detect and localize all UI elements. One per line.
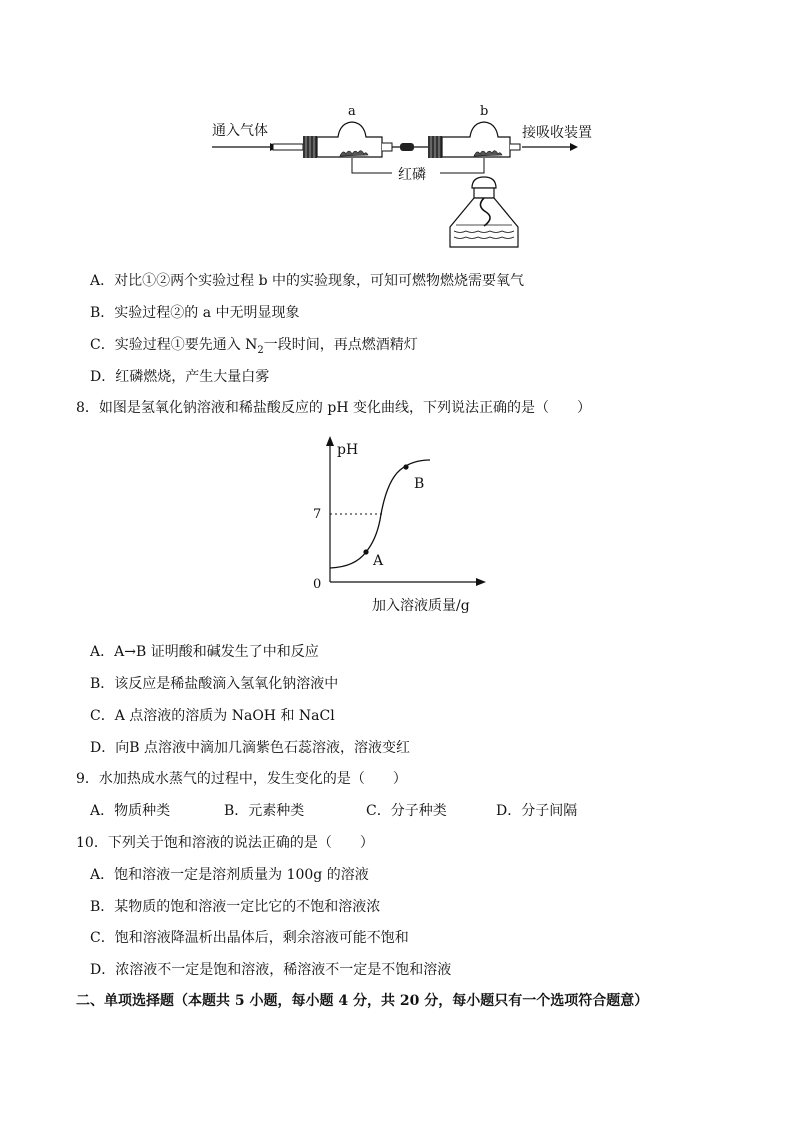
q7-option-b-letter: B． <box>90 305 115 321</box>
ph-chart <box>300 432 500 617</box>
q8-option-a-letter: A． <box>90 644 115 660</box>
q8-option-d-letter: D． <box>90 740 116 756</box>
point-a-marker <box>363 549 368 554</box>
q8-stem: 8．如图是氢氧化钠溶液和稀盐酸反应的 pH 变化曲线，下列说法正确的是（ ） <box>76 400 591 416</box>
tube-b-label: b <box>480 104 489 119</box>
q10-option-b-letter: B． <box>90 899 115 915</box>
x-axis-label: 加入溶液质量/g <box>372 598 470 614</box>
q9-option-c[interactable]: C．分子种类 <box>366 803 447 819</box>
q7-option-b-text: 实验过程②的 a 中无明显现象 <box>114 305 300 321</box>
q7-option-a-letter: A． <box>90 273 115 289</box>
q10-option-a-letter: A． <box>90 867 115 883</box>
y-tick-7: 7 <box>313 507 322 522</box>
q10-stem: 10．下列关于饱和溶液的说法正确的是（ ） <box>76 835 374 851</box>
q7-option-c-text-after: 一段时间，再点燃酒精灯 <box>263 337 418 353</box>
q7-option-c-text: 实验过程①要先通入 N <box>114 337 258 353</box>
q9-option-d[interactable]: D．分子间隔 <box>496 803 578 819</box>
tube-b <box>442 122 520 157</box>
q9-option-b[interactable]: B．元素种类 <box>224 803 305 819</box>
tube-a-label: a <box>348 104 356 119</box>
q10-option-d-text: 浓溶液不一定是饱和溶液，稀溶液不一定是不饱和溶液 <box>115 962 452 978</box>
q8-option-c-text: A 点溶液的溶质为 NaOH 和 NaCl <box>114 708 335 724</box>
q10-option-a-text: 饱和溶液一定是溶剂质量为 100g 的溶液 <box>114 867 369 883</box>
q10-option-d-letter: D． <box>90 962 116 978</box>
section-2-heading: 二、单项选择题（本题共 5 小题，每小题 4 分，共 20 分，每小题只有一个选项符合题意） <box>76 993 649 1009</box>
alcohol-lamp <box>450 177 518 247</box>
q8-option-b-letter: B． <box>90 676 115 692</box>
point-a-label: A <box>373 553 384 569</box>
y-axis-label: pH <box>337 442 359 458</box>
q7-option-d-text: 红磷燃烧，产生大量白雾 <box>115 369 270 385</box>
q10-option-b[interactable] <box>90 898 380 916</box>
q7-option-a[interactable] <box>90 272 524 290</box>
inlet-label: 通入气体 <box>212 123 268 139</box>
q10-option-c-letter: C． <box>90 930 115 946</box>
point-b-label: B <box>414 476 425 492</box>
q8-option-d[interactable] <box>90 739 410 757</box>
q7-option-c[interactable] <box>90 336 418 360</box>
red-phosphorus-label: 红磷 <box>398 167 426 183</box>
q8-option-a-text: A→B 证明酸和碱发生了中和反应 <box>114 644 319 660</box>
outlet-label: 接吸收装置 <box>522 125 592 141</box>
q7-option-d[interactable] <box>90 368 269 386</box>
apparatus-diagram <box>200 95 620 260</box>
q10-option-c-text: 饱和溶液降温析出晶体后，剩余溶液可能不饱和 <box>114 930 409 946</box>
q10-option-a[interactable] <box>90 866 369 884</box>
q9-stem: 9．水加热成水蒸气的过程中，发生变化的是（ ） <box>76 771 407 787</box>
q7-option-a-text: 对比①②两个实验过程 b 中的实验现象，可知可燃物燃烧需要氧气 <box>114 273 524 289</box>
q7-option-b[interactable] <box>90 304 300 322</box>
q8-option-a[interactable] <box>90 643 319 661</box>
q8-option-c-letter: C． <box>90 708 115 724</box>
q10-option-b-text: 某物质的饱和溶液一定比它的不饱和溶液浓 <box>114 899 381 915</box>
q7-option-d-letter: D． <box>90 369 116 385</box>
q7-option-c-subscript: 2 <box>257 344 264 356</box>
point-b-marker <box>403 464 408 469</box>
q10-option-c[interactable] <box>90 929 409 947</box>
q8-option-b[interactable] <box>90 675 338 693</box>
q8-option-b-text: 该反应是稀盐酸滴入氢氧化钠溶液中 <box>114 676 339 692</box>
tube-a <box>317 122 392 157</box>
q9-option-a[interactable]: A．物质种类 <box>90 803 171 819</box>
rubber-connector <box>400 143 414 151</box>
q8-option-d-text: 向B 点溶液中滴加几滴紫色石蕊溶液，溶液变红 <box>115 740 410 756</box>
q7-option-c-letter: C． <box>90 337 115 353</box>
red-phosphorus-bracket <box>352 158 392 173</box>
q8-option-c[interactable] <box>90 707 335 725</box>
origin-label: 0 <box>313 577 322 592</box>
q10-option-d[interactable] <box>90 961 451 979</box>
